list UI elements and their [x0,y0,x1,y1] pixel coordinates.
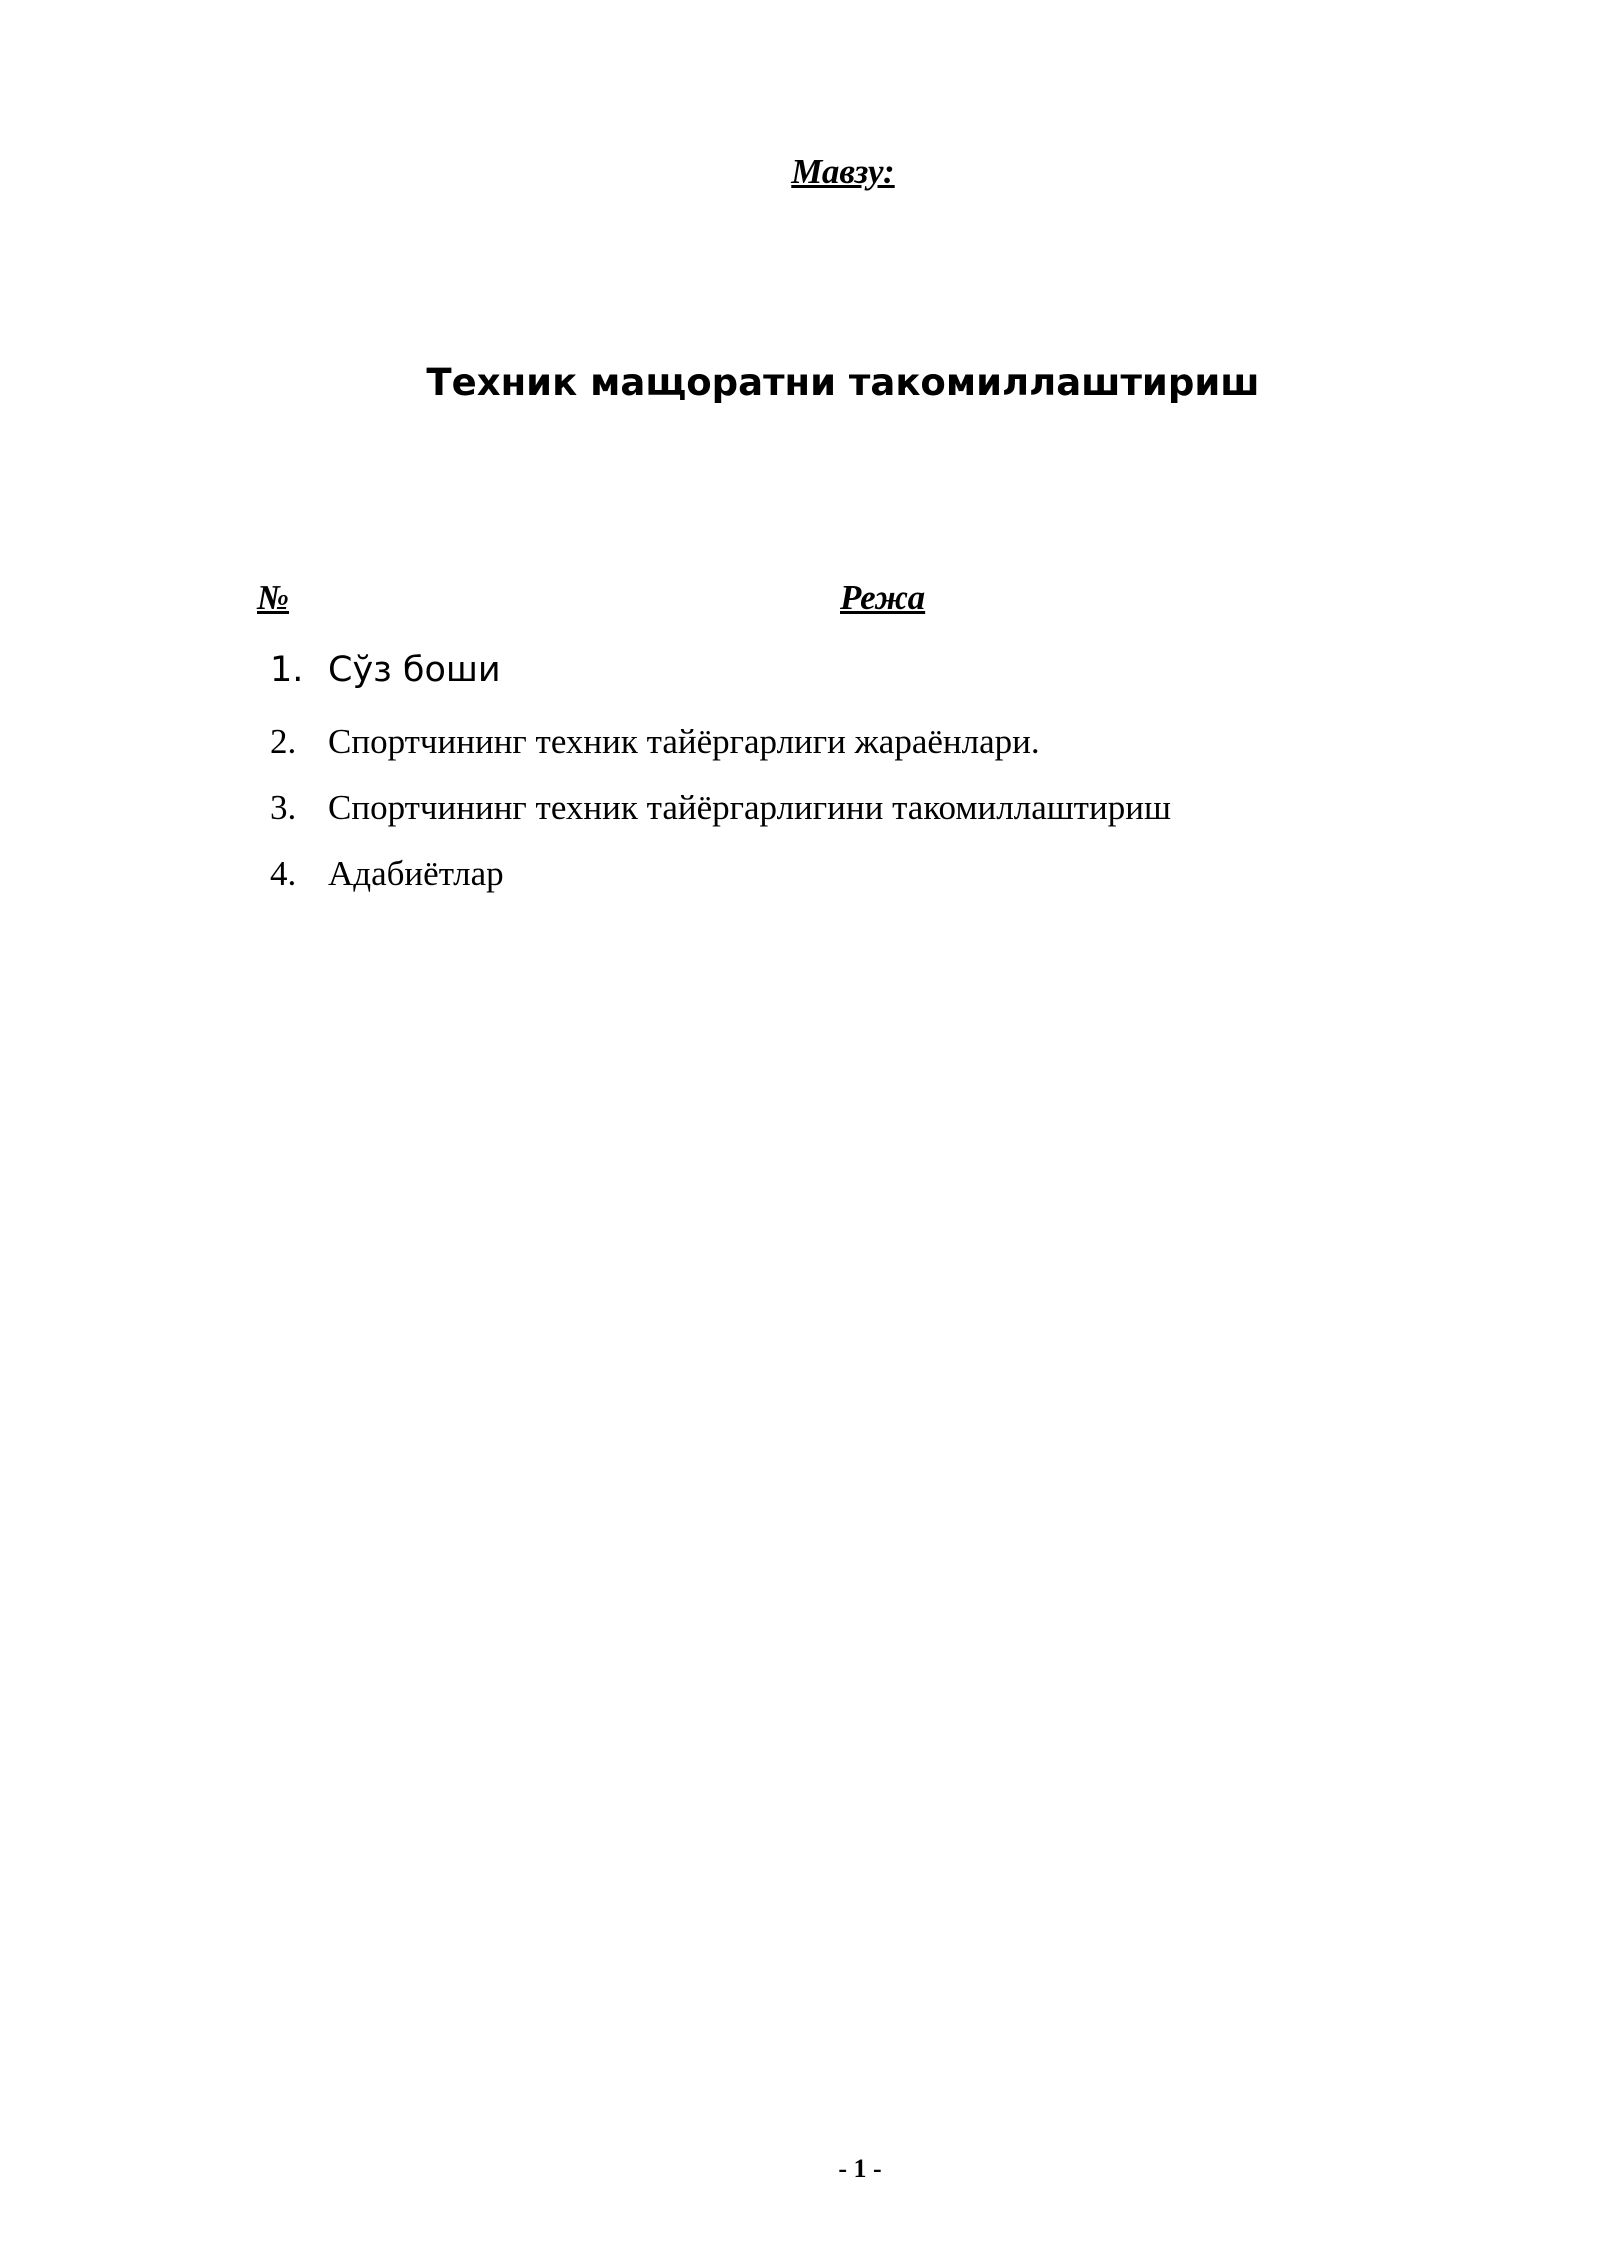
topic-label: Мавзу: [791,152,895,191]
plan-item-text: Спортчининг техник тайёргарлиги жараёнлари. [328,722,1040,761]
plan-item-number: 1. [270,650,304,690]
plan-item-number: 2. [270,722,297,761]
plan-header [257,578,1357,628]
plan-item [270,645,1370,717]
plan-item [270,849,1370,915]
plan-item-number: 3. [270,788,297,827]
document-title: Техник мащоратни такомиллаштириш [426,361,1260,404]
plan-item [270,717,1370,783]
plan-list [270,645,1370,915]
plan-item-text: Спортчининг техник тайёргарлигини такомиллаштириш [328,788,1171,827]
page-number: - 1 - [838,2154,882,2183]
plan-column-label: Режа [840,578,926,617]
plan-item-text: Сўз боши [328,650,501,690]
plan-item-number: 4. [270,854,297,893]
plan-item [270,783,1370,849]
number-column-label: № [257,578,290,617]
plan-item-text: Адабиётлар [328,854,504,893]
